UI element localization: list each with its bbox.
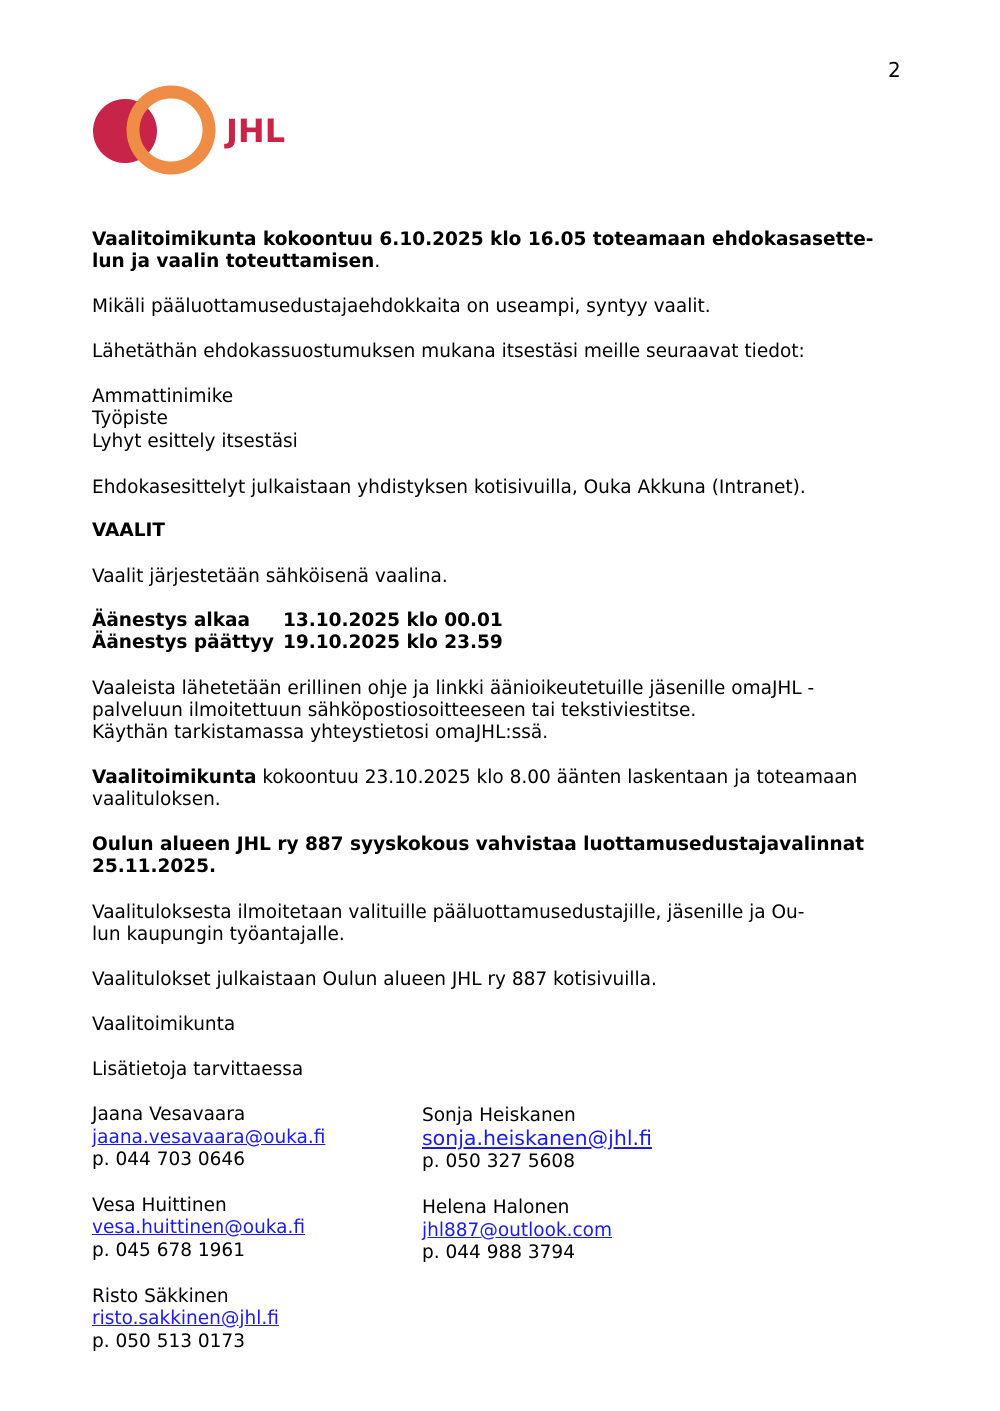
contact-email-link[interactable]: jaana.vesavaara@ouka.fi [92,1127,326,1148]
intro-line-2-end: . [374,251,381,272]
paragraph-electronic: Vaalit järjestetään sähköisenä vaalina. [92,566,448,587]
more-info: Lisätietoja tarvittaessa [92,1059,304,1080]
voting-start-value: 13.10.2025 klo 00.01 [283,610,503,631]
paragraph-results: Vaalitulokset julkaistaan Oulun alueen JHL ry 887 kotisivuilla. [92,969,657,990]
count-line-1 [92,767,857,790]
notify-line-1: Vaalituloksesta ilmoitetaan valituille pääluottamusedustajille, jäsenille ja Ou- [92,902,805,923]
notify-line-2: lun kaupungin työantajalle. [92,924,345,945]
contact-name: Helena Halonen [422,1197,570,1218]
contact-name: Jaana Vesavaara [92,1104,246,1125]
contact-phone: p. 044 988 3794 [422,1242,575,1263]
count-line-2: vaalituloksen. [92,789,221,810]
count-rest: kokoontuu 23.10.2025 klo 8.00 äänten laskentaan ja toteamaan [256,767,858,788]
contact-email-link[interactable]: risto.sakkinen@jhl.fi [92,1308,279,1329]
contact-email-link[interactable]: sonja.heiskanen@jhl.fi [422,1126,652,1150]
count-bold: Vaalitoimikunta [92,767,257,788]
info-item-intro: Lyhyt esittely itsestäsi [92,431,298,452]
intro-line-2-bold: lun ja vaalin toteuttamisen [92,251,375,272]
page-number: 2 [888,58,901,82]
contact-email-link[interactable]: jhl887@outlook.com [422,1220,612,1241]
intro-line-2 [92,251,380,274]
instructions-line-2: palveluun ilmoitettuun sähköpostiosoitteeseen tai tekstiviestitse. [92,700,697,721]
vaalit-heading: VAALIT [92,520,165,541]
contact-phone: p. 044 703 0646 [92,1149,245,1170]
info-item-title: Ammattinimike [92,386,234,407]
autumn-meeting-line-1: Oulun alueen JHL ry 887 syyskokous vahvistaa luottamusedustajavalinnat [92,834,865,855]
contact-name: Risto Säkkinen [92,1286,229,1307]
paragraph-publish: Ehdokasesittelyt julkaistaan yhdistyksen kotisivuilla, Ouka Akkuna (Intranet). [92,477,806,498]
paragraph-request-info: Lähetäthän ehdokassuostumuksen mukana itsestäsi meille seuraavat tiedot: [92,341,805,362]
instructions-line-1: Vaaleista lähetetään erillinen ohje ja linkki äänioikeutetuille jäsenille omaJHL - [92,678,815,699]
signature: Vaalitoimikunta [92,1014,236,1035]
voting-end-label: Äänestys päättyy [92,632,274,653]
voting-end-value: 19.10.2025 klo 23.59 [283,632,503,653]
autumn-meeting-line-2: 25.11.2025. [92,856,217,877]
contact-name: Sonja Heiskanen [422,1105,576,1126]
contact-phone: p. 050 513 0173 [92,1331,245,1352]
intro-line-1: Vaalitoimikunta kokoontuu 6.10.2025 klo 16.05 toteamaan ehdokasasette- [92,229,874,250]
info-item-workplace: Työpiste [92,408,168,429]
logo-text: JHL [226,112,286,150]
contact-phone: p. 045 678 1961 [92,1240,245,1261]
contact-email-link[interactable]: vesa.huittinen@ouka.fi [92,1217,306,1238]
paragraph-multiple-candidates: Mikäli pääluottamusedustajaehdokkaita on useampi, syntyy vaalit. [92,296,711,317]
contact-phone: p. 050 327 5608 [422,1151,575,1172]
voting-start-label: Äänestys alkaa [92,610,250,631]
contact-name: Vesa Huittinen [92,1195,227,1216]
instructions-line-3: Käythän tarkistamassa yhteystietosi omaJHL:ssä. [92,722,549,743]
jhl-logo [93,82,303,178]
